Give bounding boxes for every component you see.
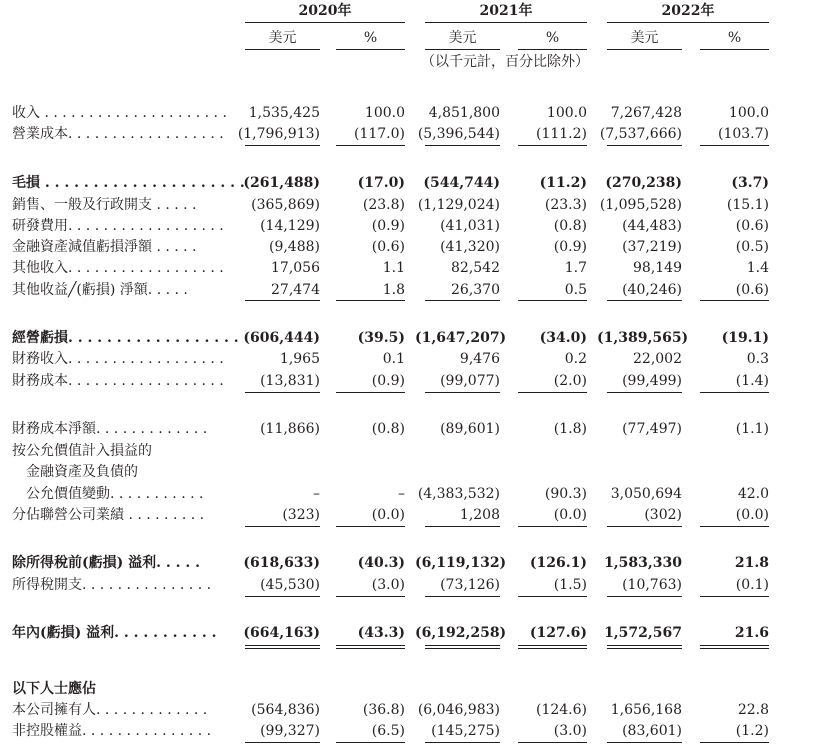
row-label: 毛損 . . . . . . . . . . . . . . . . . . . . . [12,175,245,191]
cell-usd: 9,476 [459,351,500,367]
col-usd-2021: 美元 [448,30,477,46]
cell-usd: (7,537,666) [599,126,682,142]
cell-usd: (99,499) [622,373,682,389]
cell-usd: (99,327) [260,723,320,739]
cell-usd: (83,601) [622,723,682,739]
cell-usd: (44,483) [622,218,682,234]
cell-usd: (261,488) [243,175,320,191]
row-label: 年內(虧損) 溢利. . . . . . . . . . . [12,625,217,641]
cell-usd: (270,238) [605,175,682,191]
year-header-2020: 2020年 [298,3,352,19]
cell-pct: (3.7) [731,175,769,191]
row-label: 本公司擁有人. . . . . . . . . . . . . [12,702,208,718]
cell-pct: (0.9) [371,218,405,234]
cell-usd: 4,851,800 [428,105,500,121]
cell-usd: (1,647,207) [415,330,507,346]
cell-usd: (73,126) [440,577,500,593]
cell-pct: 21.6 [734,625,769,641]
cell-pct: 100.0 [364,105,405,121]
cell-usd: (1,389,565) [597,330,689,346]
cell-pct: (111.2) [535,126,587,142]
row-label: 財務收入. . . . . . . . . . . . . . . . . . [12,351,224,367]
cell-usd: (365,869) [251,197,320,213]
cell-usd: (618,633) [243,555,320,571]
row-label: 以下人士應佔 [12,681,96,697]
cell-pct: (2.0) [553,373,587,389]
cell-usd: (99,077) [440,373,500,389]
cell-pct: (103.7) [717,126,769,142]
cell-pct: (36.8) [362,702,405,718]
cell-pct: 1.1 [382,260,405,276]
cell-usd: 26,370 [451,282,500,298]
cell-usd: (9,488) [268,239,320,255]
cell-usd: 1,572,567 [604,625,682,641]
cell-pct: 22.8 [737,702,769,718]
cell-pct: (43.3) [357,625,405,641]
cell-pct: (11.2) [539,175,587,191]
cell-usd: (41,320) [440,239,500,255]
cell-pct: (0.6) [735,218,769,234]
row-label: 其他收入. . . . . . . . . . . . . . . . . . [12,260,224,276]
cell-pct: (6.5) [371,723,405,739]
row-label: 按公允價值計入損益的 [12,443,152,459]
cell-pct: (1.1) [735,421,769,437]
cell-pct: 0.5 [564,282,587,298]
cell-pct: (39.5) [357,330,405,346]
cell-usd: 1,656,168 [610,702,682,718]
cell-pct: (1.4) [735,373,769,389]
row-label: 營業成本. . . . . . . . . . . . . . . . . . [12,126,224,142]
cell-pct: (0.6) [735,282,769,298]
cell-pct: (3.0) [371,577,405,593]
cell-usd: 1,535,425 [248,105,320,121]
cell-usd: – [313,486,320,502]
cell-pct: 21.8 [734,555,769,571]
cell-usd: 27,474 [271,282,320,298]
row-label: 金融資產減值虧損淨額 . . . . . [12,239,197,255]
cell-pct: (0.5) [735,239,769,255]
cell-pct: 42.0 [737,486,769,502]
cell-pct: (0.8) [371,421,405,437]
cell-pct: (34.0) [539,330,587,346]
cell-usd: (41,031) [440,218,500,234]
cell-usd: 1,583,330 [604,555,682,571]
cell-pct: 100.0 [728,105,769,121]
cell-usd: 82,542 [451,260,500,276]
row-label: 研發費用. . . . . . . . . . . . . . . . . . [12,218,224,234]
cell-usd: (10,763) [622,577,682,593]
cell-pct: 0.2 [564,351,587,367]
cell-pct: (23.8) [362,197,405,213]
cell-usd: (45,530) [260,577,320,593]
cell-usd: 1,208 [459,507,500,523]
cell-pct: 1.7 [564,260,587,276]
cell-usd: 17,056 [271,260,320,276]
cell-pct: (126.1) [529,555,587,571]
cell-usd: (6,046,983) [417,702,500,718]
cell-pct: (1.5) [553,577,587,593]
cell-usd: (89,601) [440,421,500,437]
col-pct-2020: % [363,30,378,46]
cell-usd: 98,149 [633,260,682,276]
cell-usd: (6,192,258) [415,625,507,641]
cell-usd: (1,095,528) [599,197,682,213]
cell-usd: (40,246) [622,282,682,298]
year-header-2022: 2022年 [661,3,715,19]
row-label: 除所得稅前(虧損) 溢利. . . . . [12,555,200,571]
col-pct-2022: % [727,30,742,46]
cell-usd: (564,836) [251,702,320,718]
col-pct-2021: % [545,30,560,46]
cell-usd: (11,866) [260,421,320,437]
cell-usd: 22,002 [633,351,682,367]
cell-pct: (1.2) [735,723,769,739]
cell-usd: (544,744) [423,175,500,191]
col-usd-2022: 美元 [630,30,659,46]
cell-pct: (1.8) [553,421,587,437]
cell-usd: 1,965 [279,351,320,367]
cell-usd: 7,267,428 [610,105,682,121]
cell-pct: 0.3 [746,351,769,367]
row-label: 金融資產及負債的 [12,464,138,480]
cell-pct: (0.0) [735,507,769,523]
row-label: 分佔聯營公司業績 . . . . . . . . . [12,507,205,523]
cell-pct: (3.0) [553,723,587,739]
row-label: 銷售、一般及行政開支 . . . . . [12,197,197,213]
cell-pct: (0.0) [553,507,587,523]
cell-usd: (14,129) [260,218,320,234]
cell-pct: (19.1) [721,330,769,346]
cell-usd: (1,796,913) [237,126,320,142]
row-label: 財務成本. . . . . . . . . . . . . . . . . . [12,373,224,389]
row-label: 公允價值變動. . . . . . . . . . . [12,486,204,502]
cell-usd: (5,396,544) [417,126,500,142]
row-label: 經營虧損. . . . . . . . . . . . . . . . . . [12,330,239,346]
row-label: 財務成本淨額. . . . . . . . . . . . . [12,421,208,437]
cell-usd: 3,050,694 [610,486,682,502]
row-label: 非控股權益. . . . . . . . . . . . . . . [12,723,212,739]
cell-pct: (23.3) [544,197,587,213]
unit-note: （以千元計，百分比除外） [421,54,589,70]
cell-pct: (0.9) [553,239,587,255]
row-label: 收入 . . . . . . . . . . . . . . . . . . . . . [12,105,227,121]
row-label: 所得稅開支. . . . . . . . . . . . . . . [12,577,212,593]
cell-pct: (17.0) [357,175,405,191]
cell-usd: (4,383,532) [417,486,500,502]
cell-usd: (6,119,132) [415,555,507,571]
cell-usd: (664,163) [243,625,320,641]
row-label: 其他收益╱(虧損) 淨額. . . . . [12,282,188,298]
cell-pct: – [398,486,405,502]
cell-usd: (145,275) [431,723,500,739]
cell-usd: (77,497) [622,421,682,437]
cell-pct: (0.1) [735,577,769,593]
cell-pct: (117.0) [353,126,405,142]
cell-usd: (13,831) [260,373,320,389]
cell-pct: (15.1) [726,197,769,213]
cell-pct: (0.9) [371,373,405,389]
col-usd-2020: 美元 [268,30,297,46]
cell-pct: (124.6) [535,702,587,718]
cell-pct: 1.8 [382,282,405,298]
cell-pct: 100.0 [546,105,587,121]
cell-pct: 1.4 [746,260,769,276]
cell-usd: (302) [644,507,682,523]
cell-pct: (40.3) [357,555,405,571]
cell-pct: (0.8) [553,218,587,234]
year-header-2021: 2021年 [479,3,533,19]
cell-pct: (0.6) [371,239,405,255]
cell-pct: (90.3) [544,486,587,502]
cell-pct: (0.0) [371,507,405,523]
cell-usd: (37,219) [622,239,682,255]
cell-usd: (1,129,024) [417,197,500,213]
cell-usd: (606,444) [243,330,320,346]
cell-usd: (323) [282,507,320,523]
cell-pct: 0.1 [382,351,405,367]
cell-pct: (127.6) [529,625,587,641]
